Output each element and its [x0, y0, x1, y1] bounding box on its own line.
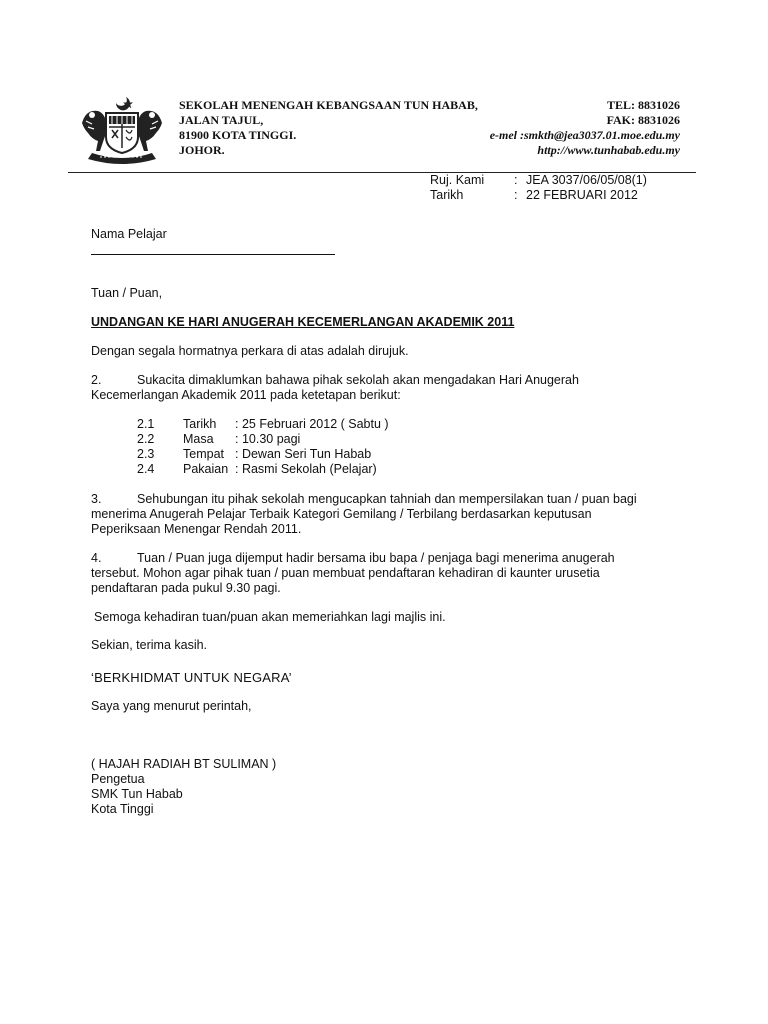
letter-body	[91, 227, 691, 817]
event-detail-value: : 25 Februari 2012 ( Sabtu )	[235, 417, 389, 431]
signatory-school: SMK Tun Habab	[91, 787, 183, 801]
event-detail-number: 2.2	[137, 432, 155, 446]
signatory-town: Kota Tinggi	[91, 802, 154, 816]
closing-wish: Semoga kehadiran tuan/puan akan memeriahkan lagi majlis ini.	[94, 610, 446, 624]
address-line-3: JOHOR.	[179, 143, 225, 157]
letterhead-row-3	[179, 128, 680, 143]
paragraph-3-number: 3.	[91, 492, 102, 506]
letterhead-row-2	[179, 113, 680, 128]
paragraph-2-number: 2.	[91, 373, 102, 387]
coat-of-arms-icon	[76, 93, 168, 165]
date-value: 22 FEBRUARI 2012	[526, 188, 638, 202]
subject-heading: UNDANGAN KE HARI ANUGERAH KECEMERLANGAN AKADEMIK 2011	[91, 315, 515, 329]
event-detail-item	[137, 447, 691, 462]
address-line-2: 81900 KOTA TINGGI.	[179, 128, 297, 142]
event-detail-label: Tempat	[183, 447, 224, 461]
event-detail-item	[137, 417, 691, 432]
event-detail-label: Pakaian	[183, 462, 229, 476]
paragraph-2	[91, 373, 691, 403]
signatory-name: ( HAJAH RADIAH BT SULIMAN )	[91, 757, 277, 771]
paragraph-4-line-1: Tuan / Puan juga dijemput hadir bersama ibu bapa / penjaga bagi menerima anugerah	[137, 551, 615, 565]
signatory-position: Pengetua	[91, 772, 145, 786]
fax: FAK: 8831026	[606, 113, 680, 127]
date-row	[430, 188, 647, 203]
recipient-label: Nama Pelajar	[91, 227, 167, 241]
paragraph-4	[91, 551, 691, 596]
telephone: TEL: 8831026	[606, 98, 680, 112]
reference-colon: :	[514, 173, 518, 187]
event-detail-number: 2.1	[137, 417, 155, 431]
event-detail-label: Masa	[183, 432, 214, 446]
date-colon: :	[514, 188, 518, 202]
website-link[interactable]: http://www.tunhabab.edu.my	[537, 143, 680, 157]
recipient-name-line	[91, 246, 335, 255]
event-detail-item	[137, 432, 691, 447]
event-detail-value: : 10.30 pagi	[235, 432, 301, 446]
salutation: Tuan / Puan,	[91, 286, 163, 300]
event-detail-value: : Rasmi Sekolah (Pelajar)	[235, 462, 377, 476]
paragraph-3-line-3: Peperiksaan Menengar Rendah 2011.	[91, 522, 302, 536]
paragraph-4-number: 4.	[91, 551, 102, 565]
address-line-1: JALAN TAJUL,	[179, 113, 264, 127]
paragraph-4-line-3: pendaftaran pada pukul 9.30 pagi.	[91, 581, 281, 595]
event-detail-number: 2.4	[137, 462, 155, 476]
event-detail-value: : Dewan Seri Tun Habab	[235, 447, 372, 461]
paragraph-3	[91, 492, 691, 537]
reference-label: Ruj. Kami	[430, 173, 485, 187]
letterhead-row-4	[179, 143, 680, 158]
event-details-list	[137, 417, 691, 477]
date-label: Tarikh	[430, 188, 464, 202]
reference-row	[430, 173, 647, 188]
sign-off: Saya yang menurut perintah,	[91, 699, 252, 713]
motto: ‘BERKHIDMAT UNTUK NEGARA’	[91, 670, 292, 685]
thanks-line: Sekian, terima kasih.	[91, 638, 208, 652]
event-detail-label: Tarikh	[183, 417, 217, 431]
paragraph-3-line-2: menerima Anugerah Pelajar Terbaik Kategori Gemilang / Terbilang berdasarkan keputusan	[91, 507, 592, 521]
email-address: e-mel :smkth@jea3037.01.moe.edu.my	[489, 128, 680, 142]
event-detail-number: 2.3	[137, 447, 155, 461]
reference-value: JEA 3037/06/05/08(1)	[526, 173, 647, 187]
school-name: SEKOLAH MENENGAH KEBANGSAAN TUN HABAB,	[179, 98, 478, 112]
letterhead-row-1	[179, 98, 680, 113]
paragraph-3-line-1: Sehubungan itu pihak sekolah mengucapkan tahniah dan mempersilakan tuan / puan bagi	[137, 492, 637, 506]
intro-paragraph: Dengan segala hormatnya perkara di atas adalah dirujuk.	[91, 344, 409, 358]
event-detail-item	[137, 462, 691, 477]
reference-block	[430, 173, 647, 203]
paragraph-4-line-2: tersebut. Mohon agar pihak tuan / puan membuat pendaftaran kehadiran di kaunter urusetia	[91, 566, 600, 580]
paragraph-2-line-2: Kecemerlangan Akademik 2011 pada ketetapan berikut:	[91, 388, 401, 402]
letterhead	[179, 98, 680, 158]
paragraph-2-line-1: Sukacita dimaklumkan bahawa pihak sekolah akan mengadakan Hari Anugerah	[137, 373, 579, 387]
